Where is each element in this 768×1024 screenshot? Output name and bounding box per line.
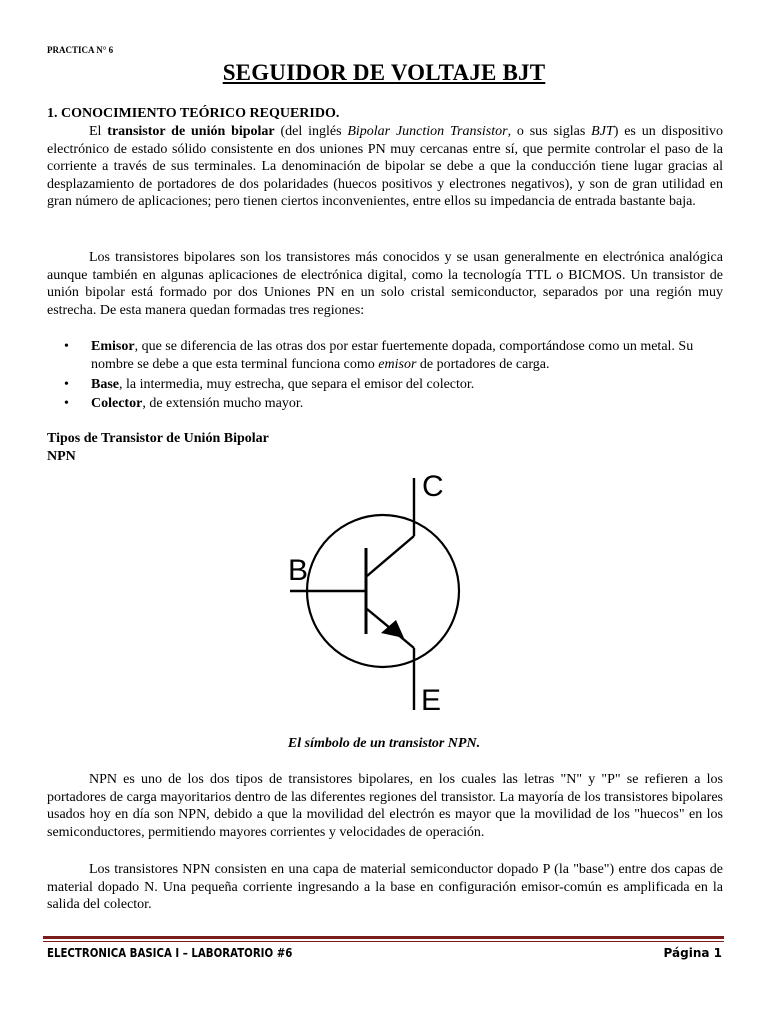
page-number: Página 1 xyxy=(663,946,722,960)
bullet-icon: • xyxy=(64,339,69,354)
npn-transistor-symbol xyxy=(280,466,480,720)
footer-course: ELECTRONICA BASICA I – LABORATORIO #6 xyxy=(47,946,293,960)
base-label: B xyxy=(288,554,309,587)
text-run: NPN es uno de los dos tipos de transistores bipolares, en los cuales las letras "N" y "P" se refieren a los portadores de carga mayoritarios dentro de las diferentes regiones del transistor. La mayoría de los transistores bipolares usados hoy en día son NPN, debido a que la movilidad del electrón es mayor que la movilidad de los "huecos" en los semiconductores, permitiendo mayores corrientes y velocidades de operación. xyxy=(47,772,723,840)
paragraph-intro xyxy=(47,123,723,211)
text-run: (del inglés xyxy=(274,124,348,139)
bold-term: Colector xyxy=(91,396,143,411)
paragraph-npn xyxy=(47,771,723,841)
italic-term: BJT xyxy=(591,124,614,139)
text-run: Los transistores bipolares son los transistores más conocidos y se usan generalmente en electrónica analógica aunque también en algunas aplicaciones de electrónica digital, como la tecnología TTL o BICMOS. Un transistor de unión bipolar está formado por dos Uniones PN en un solo cristal semiconductor, separados por una región muy estrecha. De esta manera quedan formadas tres regiones: xyxy=(47,250,723,318)
italic-term: Bipolar Junction Transistor xyxy=(347,124,508,139)
list-item xyxy=(47,338,737,373)
footer-divider-thin xyxy=(43,941,724,942)
text-run: El xyxy=(89,124,108,139)
subsection-npn: NPN xyxy=(47,449,76,464)
footer-divider xyxy=(43,936,724,939)
text-run: , que se diferencia de las otras dos por estar fuertemente dopada, comportándose como un metal. Su nombre se debe a que esta terminal funciona como xyxy=(91,339,694,372)
regions-list xyxy=(47,338,737,413)
text-run: de portadores de carga. xyxy=(416,356,550,372)
bold-term: Base xyxy=(91,377,119,392)
text-run: , o sus siglas xyxy=(507,124,592,139)
text-run: Los transistores NPN consisten en una capa de material semiconductor dopado P (la "base") entre dos capas de material dopado N. Una pequeña corriente ingresando a la base en configuración emisor-común es amplificada en la salida del colector. xyxy=(47,862,723,912)
practice-number: PRACTICA N° 6 xyxy=(47,45,114,55)
bullet-icon: • xyxy=(64,377,69,392)
collector-label: C xyxy=(422,470,444,503)
section-heading: 1. CONOCIMIENTO TEÓRICO REQUERIDO. xyxy=(47,106,340,121)
bold-term: Emisor xyxy=(91,339,135,354)
collector-junction xyxy=(367,536,414,576)
list-item xyxy=(47,394,737,413)
bullet-icon: • xyxy=(64,396,69,411)
subsection-heading: Tipos de Transistor de Unión Bipolar xyxy=(47,431,269,446)
list-item xyxy=(47,375,737,394)
paragraph-bipolar xyxy=(47,249,723,319)
italic-term: emisor xyxy=(378,356,417,372)
figure-caption: El símbolo de un transistor NPN. xyxy=(287,736,481,751)
bold-term: transistor de unión bipolar xyxy=(107,124,275,139)
page-title: SEGUIDOR DE VOLTAJE BJT xyxy=(222,60,546,85)
text-run: ) es un dispositivo electrónico de estado sólido consistente en dos uniones PN muy cercanas entre sí, que permite controlar el paso de la corriente a través de sus terminales. La denominación de bipolar se debe a que la conducción tiene lugar gracias al desplazamiento de portadores de dos polaridades (huecos positivos y electrones negativos), y son de gran utilidad en gran número de aplicaciones; pero tienen ciertos inconvenientes, entre ellos su impedancia de entrada bastante baja. xyxy=(47,124,723,209)
emitter-label: E xyxy=(421,684,442,717)
paragraph-npn-structure xyxy=(47,861,723,914)
text-run: , de extensión mucho mayor. xyxy=(142,396,304,411)
text-run: , la intermedia, muy estrecha, que separa el emisor del colector. xyxy=(119,377,475,392)
